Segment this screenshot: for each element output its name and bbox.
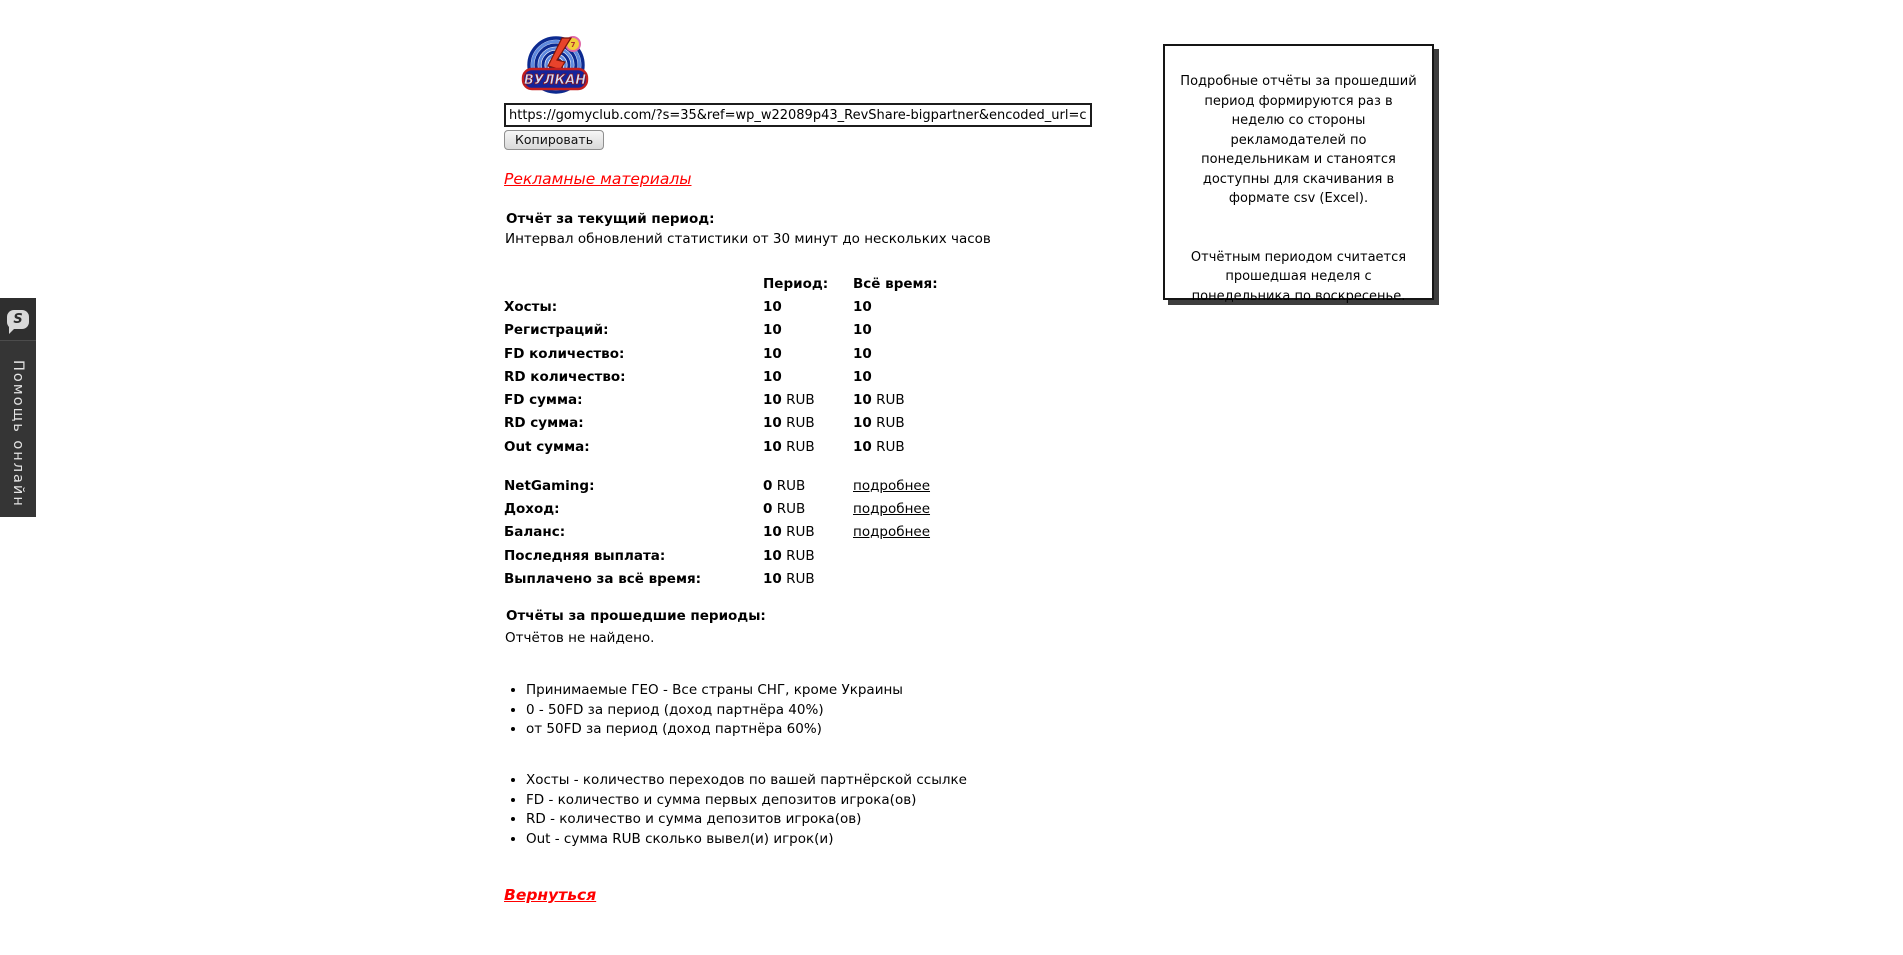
terms-item: • Принимаемые ГЕО - Все страны СНГ, кроме Украины [526, 681, 903, 701]
stat-period-value [763, 346, 853, 362]
stats-row [504, 365, 1013, 388]
stat-period-value: 10 RUB [763, 415, 815, 432]
chat-bubble-icon: S [7, 310, 29, 329]
terms-item: • от 50FD за период (доход партнёра 60%) [526, 720, 903, 740]
account-value: 0 RUB [763, 477, 806, 494]
terms-item: • 0 - 50FD за период (доход партнёра 40%) [526, 701, 903, 721]
glossary-item: • Хосты - количество переходов по вашей партнёрской ссылке [526, 771, 967, 791]
account-table [504, 474, 1013, 590]
current-report-title: Отчёт за текущий период: [506, 211, 715, 227]
value-number: 0 [763, 477, 773, 494]
stats-table [504, 272, 1013, 458]
account-link-cell [853, 478, 1013, 494]
value-number: 10 [763, 438, 782, 455]
stats-row [504, 412, 1013, 435]
value-number: 10 [763, 298, 782, 315]
stats-col-alltime: Всё время: [853, 275, 938, 292]
stat-label: Хосты: [504, 298, 558, 315]
value-number: 10 [763, 415, 782, 432]
account-value: 10 RUB [763, 524, 815, 541]
account-rows [504, 474, 1013, 590]
account-value: 0 RUB [763, 500, 806, 517]
value-number: 10 [763, 570, 782, 587]
info-box-paragraph-1: Подробные отчёты за прошедший период формируются раз в неделю со стороны рекламодателей по понедельникам и станоятся доступны для скачивания в формате csv (Excel). [1180, 74, 1417, 206]
materials-link[interactable]: Рекламные материалы [504, 170, 692, 188]
account-row [504, 567, 1013, 590]
no-reports-text: Отчётов не найдено. [505, 630, 655, 646]
stat-alltime-value: 10 RUB [853, 415, 905, 432]
account-label: NetGaming: [504, 477, 595, 494]
stat-label: Out сумма: [504, 438, 590, 455]
details-link[interactable]: подробнее [853, 500, 931, 517]
stat-period-value [763, 369, 853, 385]
value-number: 10 [853, 368, 872, 385]
account-label: Последняя выплата: [504, 547, 666, 564]
stat-alltime-value: 10 RUB [853, 392, 905, 409]
past-reports-title: Отчёты за прошедшие периоды: [506, 608, 766, 624]
svg-text:7: 7 [570, 41, 576, 49]
account-value: 10 RUB [763, 547, 815, 564]
stat-label: RD сумма: [504, 415, 584, 432]
glossary-list [526, 771, 967, 849]
account-row [504, 474, 1013, 497]
value-number: 10 [853, 322, 872, 339]
stat-alltime-value [853, 299, 1013, 315]
value-number: 10 [763, 524, 782, 541]
stat-alltime-value [853, 322, 1013, 338]
stat-alltime-value [853, 346, 1013, 362]
stat-label: Регистраций: [504, 322, 609, 339]
stat-label: FD количество: [504, 345, 625, 362]
account-label: Доход: [504, 500, 560, 517]
account-row [504, 544, 1013, 567]
account-row [504, 521, 1013, 544]
info-box-paragraph-2: Отчётным периодом считается прошедшая неделя с понедельника по воскресенье. [1190, 249, 1407, 304]
glossary-item: • FD - количество и сумма первых депозитов игрока(ов) [526, 791, 967, 811]
copy-button[interactable]: Копировать [504, 130, 604, 150]
stats-row [504, 295, 1013, 318]
stats-row [504, 388, 1013, 411]
terms-list [526, 681, 903, 740]
vulkan-logo-icon [521, 32, 591, 96]
value-number: 10 [763, 345, 782, 362]
details-link[interactable]: подробнее [853, 524, 931, 541]
account-link-cell [853, 501, 1013, 517]
stat-label: RD количество: [504, 368, 626, 385]
value-number: 10 [853, 298, 872, 315]
stat-period-value [763, 322, 853, 338]
value-number: 0 [763, 500, 773, 517]
stat-alltime-value: 10 RUB [853, 438, 905, 455]
value-number: 10 [763, 322, 782, 339]
value-number: 10 [853, 438, 872, 455]
glossary-item: • Out - сумма RUB сколько вывел(и) игрок(и) [526, 830, 967, 850]
account-label: Баланс: [504, 524, 566, 541]
info-box [1163, 44, 1434, 304]
stat-period-value: 10 RUB [763, 392, 815, 409]
value-number: 10 [763, 547, 782, 564]
glossary-item: • RD - количество и сумма депозитов игрока(ов) [526, 810, 967, 830]
account-row [504, 497, 1013, 520]
value-number: 10 [853, 345, 872, 362]
stats-col-period: Период: [763, 275, 829, 292]
svg-text:ВУЛКАН: ВУЛКАН [523, 73, 587, 88]
value-number: 10 [763, 392, 782, 409]
account-label: Выплачено за всё время: [504, 570, 702, 587]
account-link-cell [853, 524, 1013, 540]
back-link[interactable]: Вернуться [504, 886, 597, 904]
stats-row [504, 435, 1013, 458]
value-number: 10 [853, 415, 872, 432]
current-report-subtitle: Интервал обновлений статистики от 30 минут до нескольких часов [505, 231, 991, 247]
help-online-tab[interactable] [0, 298, 36, 517]
stat-period-value [763, 299, 853, 315]
details-link[interactable]: подробнее [853, 477, 931, 494]
value-number: 10 [853, 392, 872, 409]
account-value: 10 RUB [763, 570, 815, 587]
stats-header-row [504, 272, 1013, 295]
stats-row [504, 319, 1013, 342]
stat-period-value: 10 RUB [763, 438, 815, 455]
help-tab-label: Помощь онлайн [10, 360, 26, 508]
stats-rows [504, 295, 1013, 458]
stats-row [504, 342, 1013, 365]
stat-alltime-value [853, 369, 1013, 385]
vulkan-logo [521, 32, 591, 96]
referral-url-input[interactable] [504, 103, 1092, 127]
stat-label: FD сумма: [504, 392, 583, 409]
value-number: 10 [763, 368, 782, 385]
help-icon-area [0, 298, 36, 341]
